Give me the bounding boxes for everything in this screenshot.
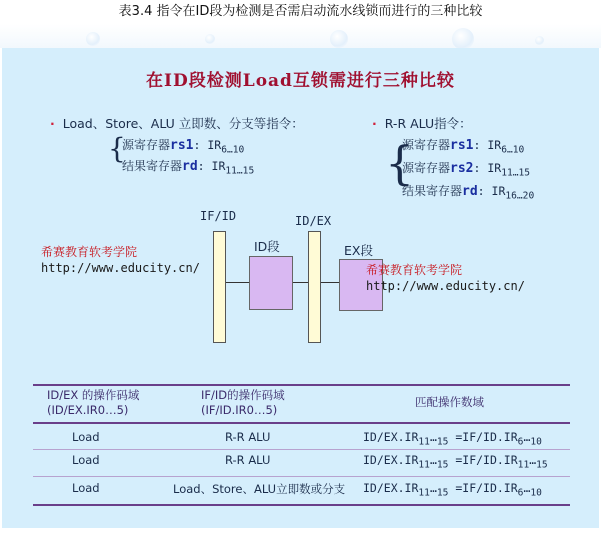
reg-range: : $IR_{16\dots 20}$ <box>477 184 535 202</box>
right-heading-text: R-R ALU指令： <box>384 116 472 131</box>
watermark-url: http://www.educity.cn/ <box>366 279 525 293</box>
reg-name: rs1 <box>170 138 194 153</box>
watermark-right <box>366 262 525 294</box>
figure-caption: 表3.4 指令在ID段为检测是否需启动流水线锁而进行的三种比较 <box>118 4 483 19</box>
table-cell: $ID/EX.IR_{11}\dots_{15}$ $=IF/ID.IR_6\dots_{10}$ <box>363 481 542 499</box>
bullet-icon: · <box>50 116 55 131</box>
table-cell: $ID/EX.IR_{11}\dots_{15}$ $=IF/ID.IR_{11}\dots_{15}$ <box>363 453 548 471</box>
reg-name: rd <box>462 184 478 199</box>
ifid-label: IF/ID <box>200 209 237 223</box>
bubble-decoration <box>86 32 100 46</box>
id-stage-label: ID段 <box>254 239 280 254</box>
connector-line <box>293 282 308 283</box>
table-bottom-rule <box>33 504 570 506</box>
watermark-left <box>41 244 200 276</box>
connector-line <box>321 282 339 283</box>
bubble-decoration <box>205 34 215 44</box>
reg-name: rs2 <box>450 161 474 176</box>
table-cell: Load、Store、ALU立即数或分支 <box>173 482 346 496</box>
table-cell: R-R ALU <box>225 430 271 444</box>
bubble-decoration <box>452 28 474 50</box>
table-header-match: 匹配操作数域 <box>415 395 484 409</box>
idex-label: ID/EX <box>295 214 332 228</box>
reg-name: rd <box>182 159 198 174</box>
table-row-divider <box>33 449 570 450</box>
table-cell: $ID/EX.IR_{11}\dots_{15}$ $=IF/ID.IR_6\dots_{10}$ <box>363 430 542 448</box>
decorative-band <box>0 24 601 48</box>
table-cell: R-R ALU <box>225 453 271 467</box>
reg-label: 结果寄存器 <box>402 184 463 198</box>
right-dst-register <box>402 182 534 201</box>
reg-label: 源寄存器 <box>402 161 451 175</box>
reg-label: 源寄存器 <box>122 138 171 152</box>
table-cell: Load <box>72 453 100 467</box>
table-cell: Load <box>72 430 100 444</box>
left-brace-icon: { <box>108 132 126 165</box>
reg-range: : $IR_{11\dots 15}$ <box>197 159 255 177</box>
table-cell: Load <box>72 481 100 495</box>
idex-pipeline-register <box>308 231 321 343</box>
reg-name: rs1 <box>450 138 474 153</box>
table-header-ifid: IF/ID的操作码域 (IF/ID.IR0…5) <box>201 388 285 417</box>
bubble-decoration <box>330 30 348 48</box>
reg-range: : $IR_{6\dots 10}$ <box>473 138 525 156</box>
ifid-pipeline-register <box>213 231 226 343</box>
connector-line <box>226 282 249 283</box>
table-header-rule <box>33 422 570 424</box>
slide-panel <box>2 48 599 528</box>
table-row-divider <box>33 476 570 477</box>
ex-stage-label: EX段 <box>344 243 373 258</box>
left-src-register <box>122 136 244 155</box>
right-group-heading <box>372 114 472 132</box>
left-group-heading <box>50 114 304 132</box>
reg-range: : $IR_{6\dots 10}$ <box>193 138 245 156</box>
reg-label: 结果寄存器 <box>122 159 183 173</box>
table-header-idex: ID/EX 的操作码域 (ID/EX.IR0…5) <box>47 388 140 417</box>
watermark-url: http://www.educity.cn/ <box>41 261 200 275</box>
watermark-name: 希赛教育软考学院 <box>366 263 463 277</box>
right-src1-register <box>402 136 524 155</box>
id-stage-box <box>249 256 293 310</box>
reg-label: 源寄存器 <box>402 138 451 152</box>
watermark-name: 希赛教育软考学院 <box>41 245 138 259</box>
table-top-rule <box>33 384 570 386</box>
bubble-decoration <box>535 36 544 45</box>
left-heading-text: Load、Store、ALU 立即数、分支等指令： <box>62 116 304 131</box>
left-dst-register <box>122 157 254 176</box>
right-brace-icon: { <box>385 136 415 190</box>
reg-range: : $IR_{11\dots 15}$ <box>473 161 531 179</box>
slide-title: 在ID段检测Load互锁需进行三种比较 <box>146 71 455 91</box>
bullet-icon: · <box>372 116 377 131</box>
right-src2-register <box>402 159 530 178</box>
